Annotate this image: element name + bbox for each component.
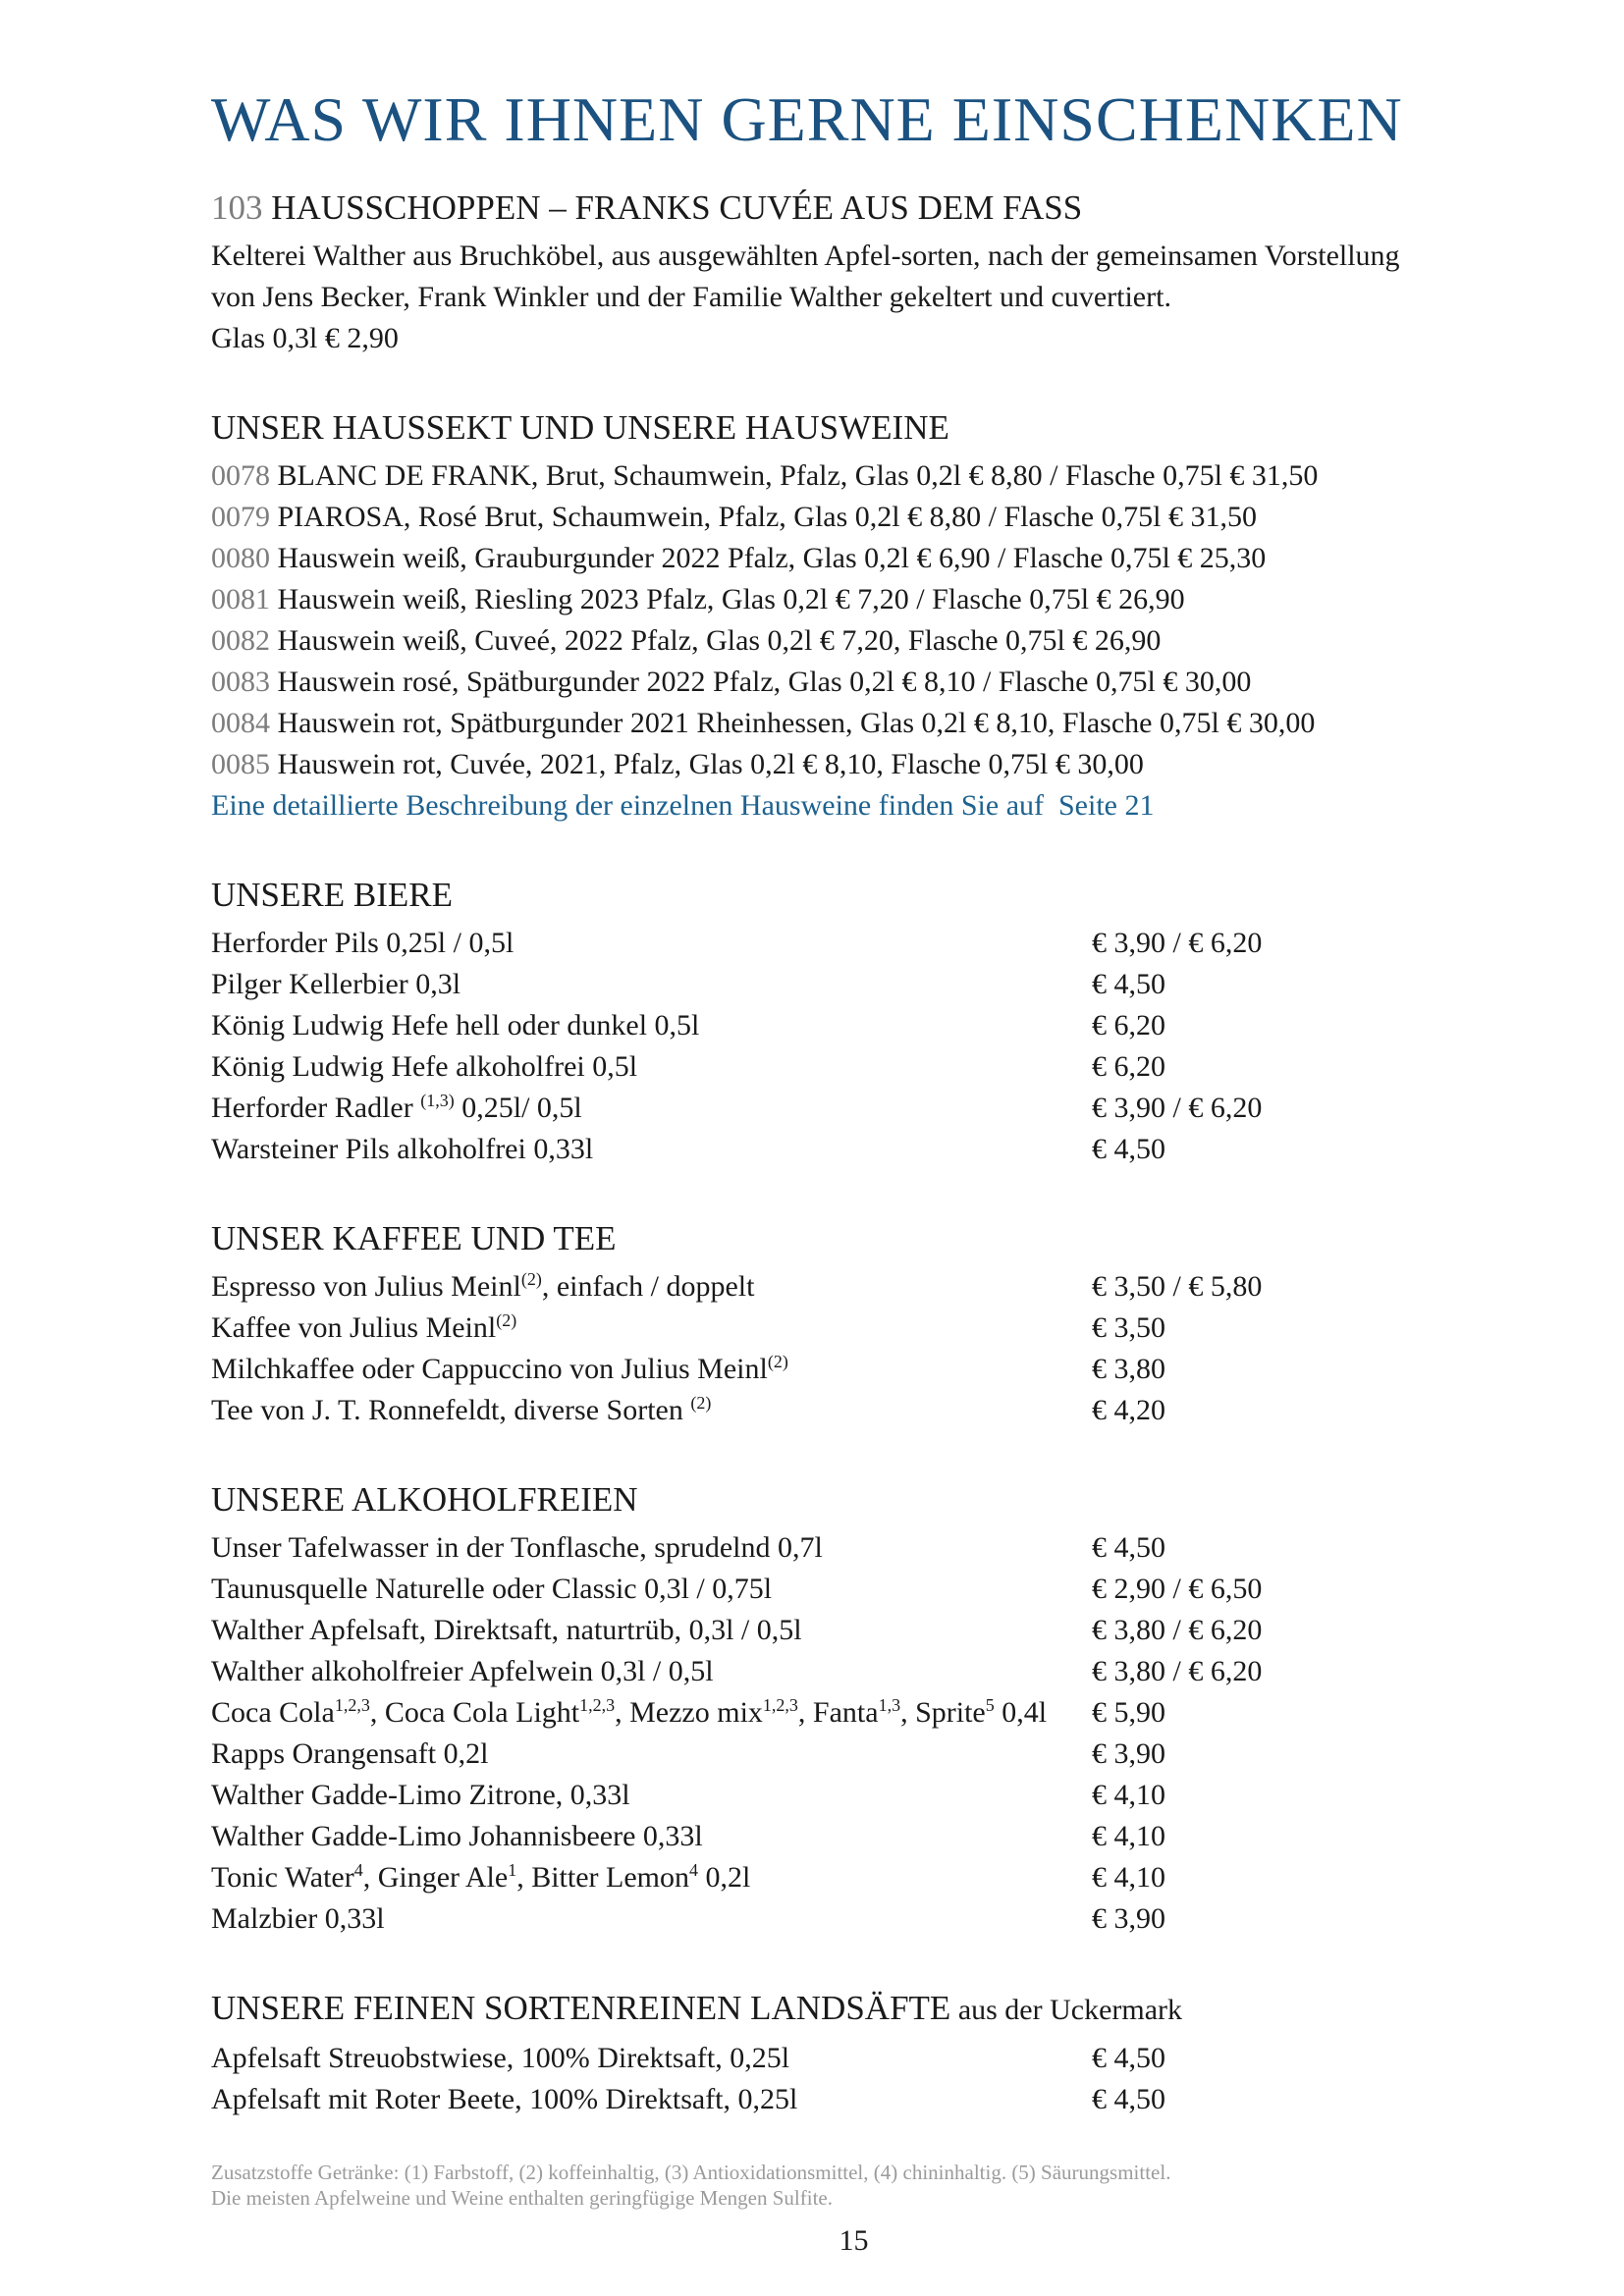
section-heading: UNSERE ALKOHOLFREIEN: [211, 1480, 638, 1519]
item-price: € 5,90: [1092, 1696, 1165, 1729]
item-price: € 6,20: [1092, 1009, 1165, 1041]
item-name: Tonic Water$^4$, Ginger Ale$^1$, Bitter Lemon$^4$ 0,2l: [211, 1860, 751, 1894]
haussekt-items: [211, 455, 1496, 785]
item-number: 0083: [211, 666, 270, 698]
wine-list-item: 0085 Hauswein rot, Cuvée, 2021, Pfalz, Glas 0,2l € 8,10, Flasche 0,75l € 30,00: [211, 748, 1144, 780]
wine-list-item: 0084 Hauswein rot, Spätburgunder 2021 Rheinhessen, Glas 0,2l € 8,10, Flasche 0,75l € 30,00: [211, 707, 1316, 739]
additives-footnote: [211, 2160, 1496, 2211]
hausweine-description-link[interactable]: Eine detaillierte Beschreibung der einzelnen Hausweine finden Sie auf Seite 21: [211, 789, 1155, 822]
item-number: 0082: [211, 624, 270, 657]
menu-item: [211, 1390, 1496, 1431]
menu-item: [211, 2038, 1496, 2079]
menu-item: [211, 1610, 1496, 1651]
menu-item: [211, 1816, 1496, 1857]
item-name: Taunusquelle Naturelle oder Classic 0,3l / 0,75l: [211, 1573, 773, 1605]
item-price: € 4,20: [1092, 1394, 1165, 1426]
wine-list-item: 0082 Hauswein weiß, Cuveé, 2022 Pfalz, Glas 0,2l € 7,20, Flasche 0,75l € 26,90: [211, 624, 1162, 657]
item-number: 0079: [211, 501, 270, 533]
item-name: Apfelsaft Streuobstwiese, 100% Direktsaft, 0,25l: [211, 2042, 790, 2074]
additive-superscript: (2): [767, 1352, 788, 1371]
additive-superscript: 1,2,3: [334, 1695, 370, 1715]
section-landsaefte: [211, 1987, 1496, 2120]
section-alkoholfreie: [211, 1478, 1496, 1940]
item-name: Tee von J. T. Ronnefeldt, diverse Sorten $^{(2)}$: [211, 1393, 712, 1426]
item-name: Malzbier 0,33l: [211, 1902, 385, 1935]
item-number: 0080: [211, 542, 270, 574]
additive-superscript: (2): [690, 1393, 712, 1413]
page-number: 15: [839, 2224, 869, 2257]
item-price: € 4,10: [1092, 1820, 1165, 1852]
wine-list-item: 0081 Hauswein weiß, Riesling 2023 Pfalz, Glas 0,2l € 7,20 / Flasche 0,75l € 26,90: [211, 583, 1185, 615]
item-number: 0084: [211, 707, 270, 739]
hausschoppen-description-line: Kelterei Walther aus Bruchköbel, aus ausgewählten Apfel-sorten, nach der gemeinsamen Vorstellung: [211, 240, 1400, 272]
item-name: Walther Gadde-Limo Zitrone, 0,33l: [211, 1779, 630, 1811]
section-hausschoppen: [211, 187, 1496, 359]
wine-list-item: 0078 BLANC DE FRANK, Brut, Schaumwein, Pfalz, Glas 0,2l € 8,80 / Flasche 0,75l € 31,50: [211, 459, 1319, 492]
menu-item: [211, 1734, 1496, 1775]
menu-item: [211, 1898, 1496, 1940]
section-biere: [211, 874, 1496, 1170]
wine-list-item: 0083 Hauswein rosé, Spätburgunder 2022 Pfalz, Glas 0,2l € 8,10 / Flasche 0,75l € 30,00: [211, 666, 1252, 698]
page-title: WAS WIR IHNEN GERNE EINSCHENKEN: [211, 84, 1403, 154]
additive-superscript: 5: [985, 1695, 995, 1715]
menu-item: [211, 2079, 1496, 2120]
menu-item: [211, 1129, 1496, 1170]
item-price: € 3,90: [1092, 1902, 1165, 1935]
item-name: Milchkaffee oder Cappuccino von Julius Meinl$^{(2)}$: [211, 1352, 788, 1385]
item-price: € 4,50: [1092, 2083, 1165, 2115]
section-heading: UNSERE FEINEN SORTENREINEN LANDSÄFTE aus der Uckermark: [211, 1989, 1183, 2027]
item-name: Kaffee von Julius Meinl$^{(2)}$: [211, 1310, 517, 1344]
menu-item: [211, 964, 1496, 1005]
item-name: Unser Tafelwasser in der Tonflasche, sprudelnd 0,7l: [211, 1531, 823, 1564]
additive-superscript: (1,3): [420, 1091, 455, 1110]
item-name: Walther Gadde-Limo Johannisbeere 0,33l: [211, 1820, 703, 1852]
item-price: € 3,90 / € 6,20: [1092, 927, 1263, 959]
wine-list-item: 0079 PIAROSA, Rosé Brut, Schaumwein, Pfalz, Glas 0,2l € 8,80 / Flasche 0,75l € 31,50: [211, 501, 1257, 533]
item-name: Walther Apfelsaft, Direktsaft, naturtrüb, 0,3l / 0,5l: [211, 1614, 802, 1646]
item-price: € 4,10: [1092, 1779, 1165, 1811]
item-price: € 6,20: [1092, 1050, 1165, 1083]
menu-item: [211, 1651, 1496, 1692]
item-price: € 3,90 / € 6,20: [1092, 1092, 1263, 1124]
item-name: Espresso von Julius Meinl$^{(2)}$, einfach / doppelt: [211, 1269, 755, 1303]
menu-sections: [211, 874, 1496, 2120]
menu-item: [211, 1692, 1496, 1734]
item-name: Coca Cola$^{1,2,3}$, Coca Cola Light$^{1,2,3}$, Mezzo mix$^{1,2,3}$, Fanta$^{1,3}$, Sprite$^5$ 0,4l: [211, 1695, 1048, 1729]
item-name: Pilger Kellerbier 0,3l: [211, 968, 461, 1000]
item-name: Walther alkoholfreier Apfelwein 0,3l / 0,5l: [211, 1655, 714, 1687]
menu-item: [211, 1266, 1496, 1308]
item-name: Warsteiner Pils alkoholfrei 0,33l: [211, 1133, 594, 1165]
additive-superscript: (2): [496, 1310, 517, 1330]
wine-list-item: 0080 Hauswein weiß, Grauburgunder 2022 Pfalz, Glas 0,2l € 6,90 / Flasche 0,75l € 25,30: [211, 542, 1267, 574]
item-name: König Ludwig Hefe alkoholfrei 0,5l: [211, 1050, 638, 1083]
item-number: 0078: [211, 459, 270, 492]
additive-superscript: (2): [520, 1269, 542, 1289]
item-price: € 4,50: [1092, 968, 1165, 1000]
hausschoppen-description-line: von Jens Becker, Frank Winkler und der Familie Walther gekeltert und cuvertiert.: [211, 281, 1171, 313]
hausschoppen-number: 103: [211, 188, 263, 227]
section-heading: UNSERE BIERE: [211, 876, 453, 914]
item-name: Herforder Radler $^{(1,3)}$ 0,25l/ 0,5l: [211, 1091, 582, 1124]
item-price: € 3,50: [1092, 1311, 1165, 1344]
item-price: € 2,90 / € 6,50: [1092, 1573, 1263, 1605]
section-kaffee-und-tee: [211, 1217, 1496, 1431]
haussekt-heading: UNSER HAUSSEKT UND UNSERE HAUSWEINE: [211, 408, 949, 447]
hausschoppen-heading-text: HAUSSCHOPPEN – FRANKS CUVÉE AUS DEM FASS: [271, 188, 1083, 227]
additive-superscript: 1,3: [878, 1695, 901, 1715]
additive-superscript: 1,2,3: [579, 1695, 616, 1715]
footnote-line: Die meisten Apfelweine und Weine enthalten geringfügige Mengen Sulfite.: [211, 2186, 833, 2210]
additive-superscript: 1: [508, 1860, 517, 1880]
hausschoppen-price-line: Glas 0,3l € 2,90: [211, 322, 399, 354]
additive-superscript: 4: [688, 1860, 698, 1880]
additive-superscript: 1,2,3: [762, 1695, 798, 1715]
item-number: 0085: [211, 748, 270, 780]
item-name: Rapps Orangensaft 0,2l: [211, 1737, 489, 1770]
menu-item: [211, 1569, 1496, 1610]
item-price: € 3,80 / € 6,20: [1092, 1614, 1263, 1646]
item-price: € 4,50: [1092, 2042, 1165, 2074]
menu-item: [211, 1308, 1496, 1349]
menu-item: [211, 1349, 1496, 1390]
item-name: Herforder Pils 0,25l / 0,5l: [211, 927, 514, 959]
menu-item: [211, 1775, 1496, 1816]
item-price: € 3,80 / € 6,20: [1092, 1655, 1263, 1687]
item-price: € 3,90: [1092, 1737, 1165, 1770]
section-haussekt: [211, 406, 1496, 827]
menu-item: [211, 1005, 1496, 1046]
menu-item: [211, 1857, 1496, 1898]
item-name: Apfelsaft mit Roter Beete, 100% Direktsaft, 0,25l: [211, 2083, 798, 2115]
item-price: € 4,10: [1092, 1861, 1165, 1894]
item-number: 0081: [211, 583, 270, 615]
item-price: € 4,50: [1092, 1531, 1165, 1564]
item-name: König Ludwig Hefe hell oder dunkel 0,5l: [211, 1009, 700, 1041]
section-heading-suffix: aus der Uckermark: [950, 1994, 1183, 2026]
section-heading: UNSER KAFFEE UND TEE: [211, 1219, 617, 1257]
item-price: € 3,50 / € 5,80: [1092, 1270, 1263, 1303]
menu-item: [211, 1046, 1496, 1088]
menu-item: [211, 1527, 1496, 1569]
item-price: € 4,50: [1092, 1133, 1165, 1165]
menu-item: [211, 1088, 1496, 1129]
item-price: € 3,80: [1092, 1353, 1165, 1385]
footnote-line: Zusatzstoffe Getränke: (1) Farbstoff, (2) koffeinhaltig, (3) Antioxidationsmittel, (4) chininhaltig. (5) Säurungsmittel.: [211, 2161, 1171, 2184]
additive-superscript: 4: [353, 1860, 363, 1880]
hausschoppen-heading: [211, 187, 1496, 230]
menu-item: [211, 923, 1496, 964]
